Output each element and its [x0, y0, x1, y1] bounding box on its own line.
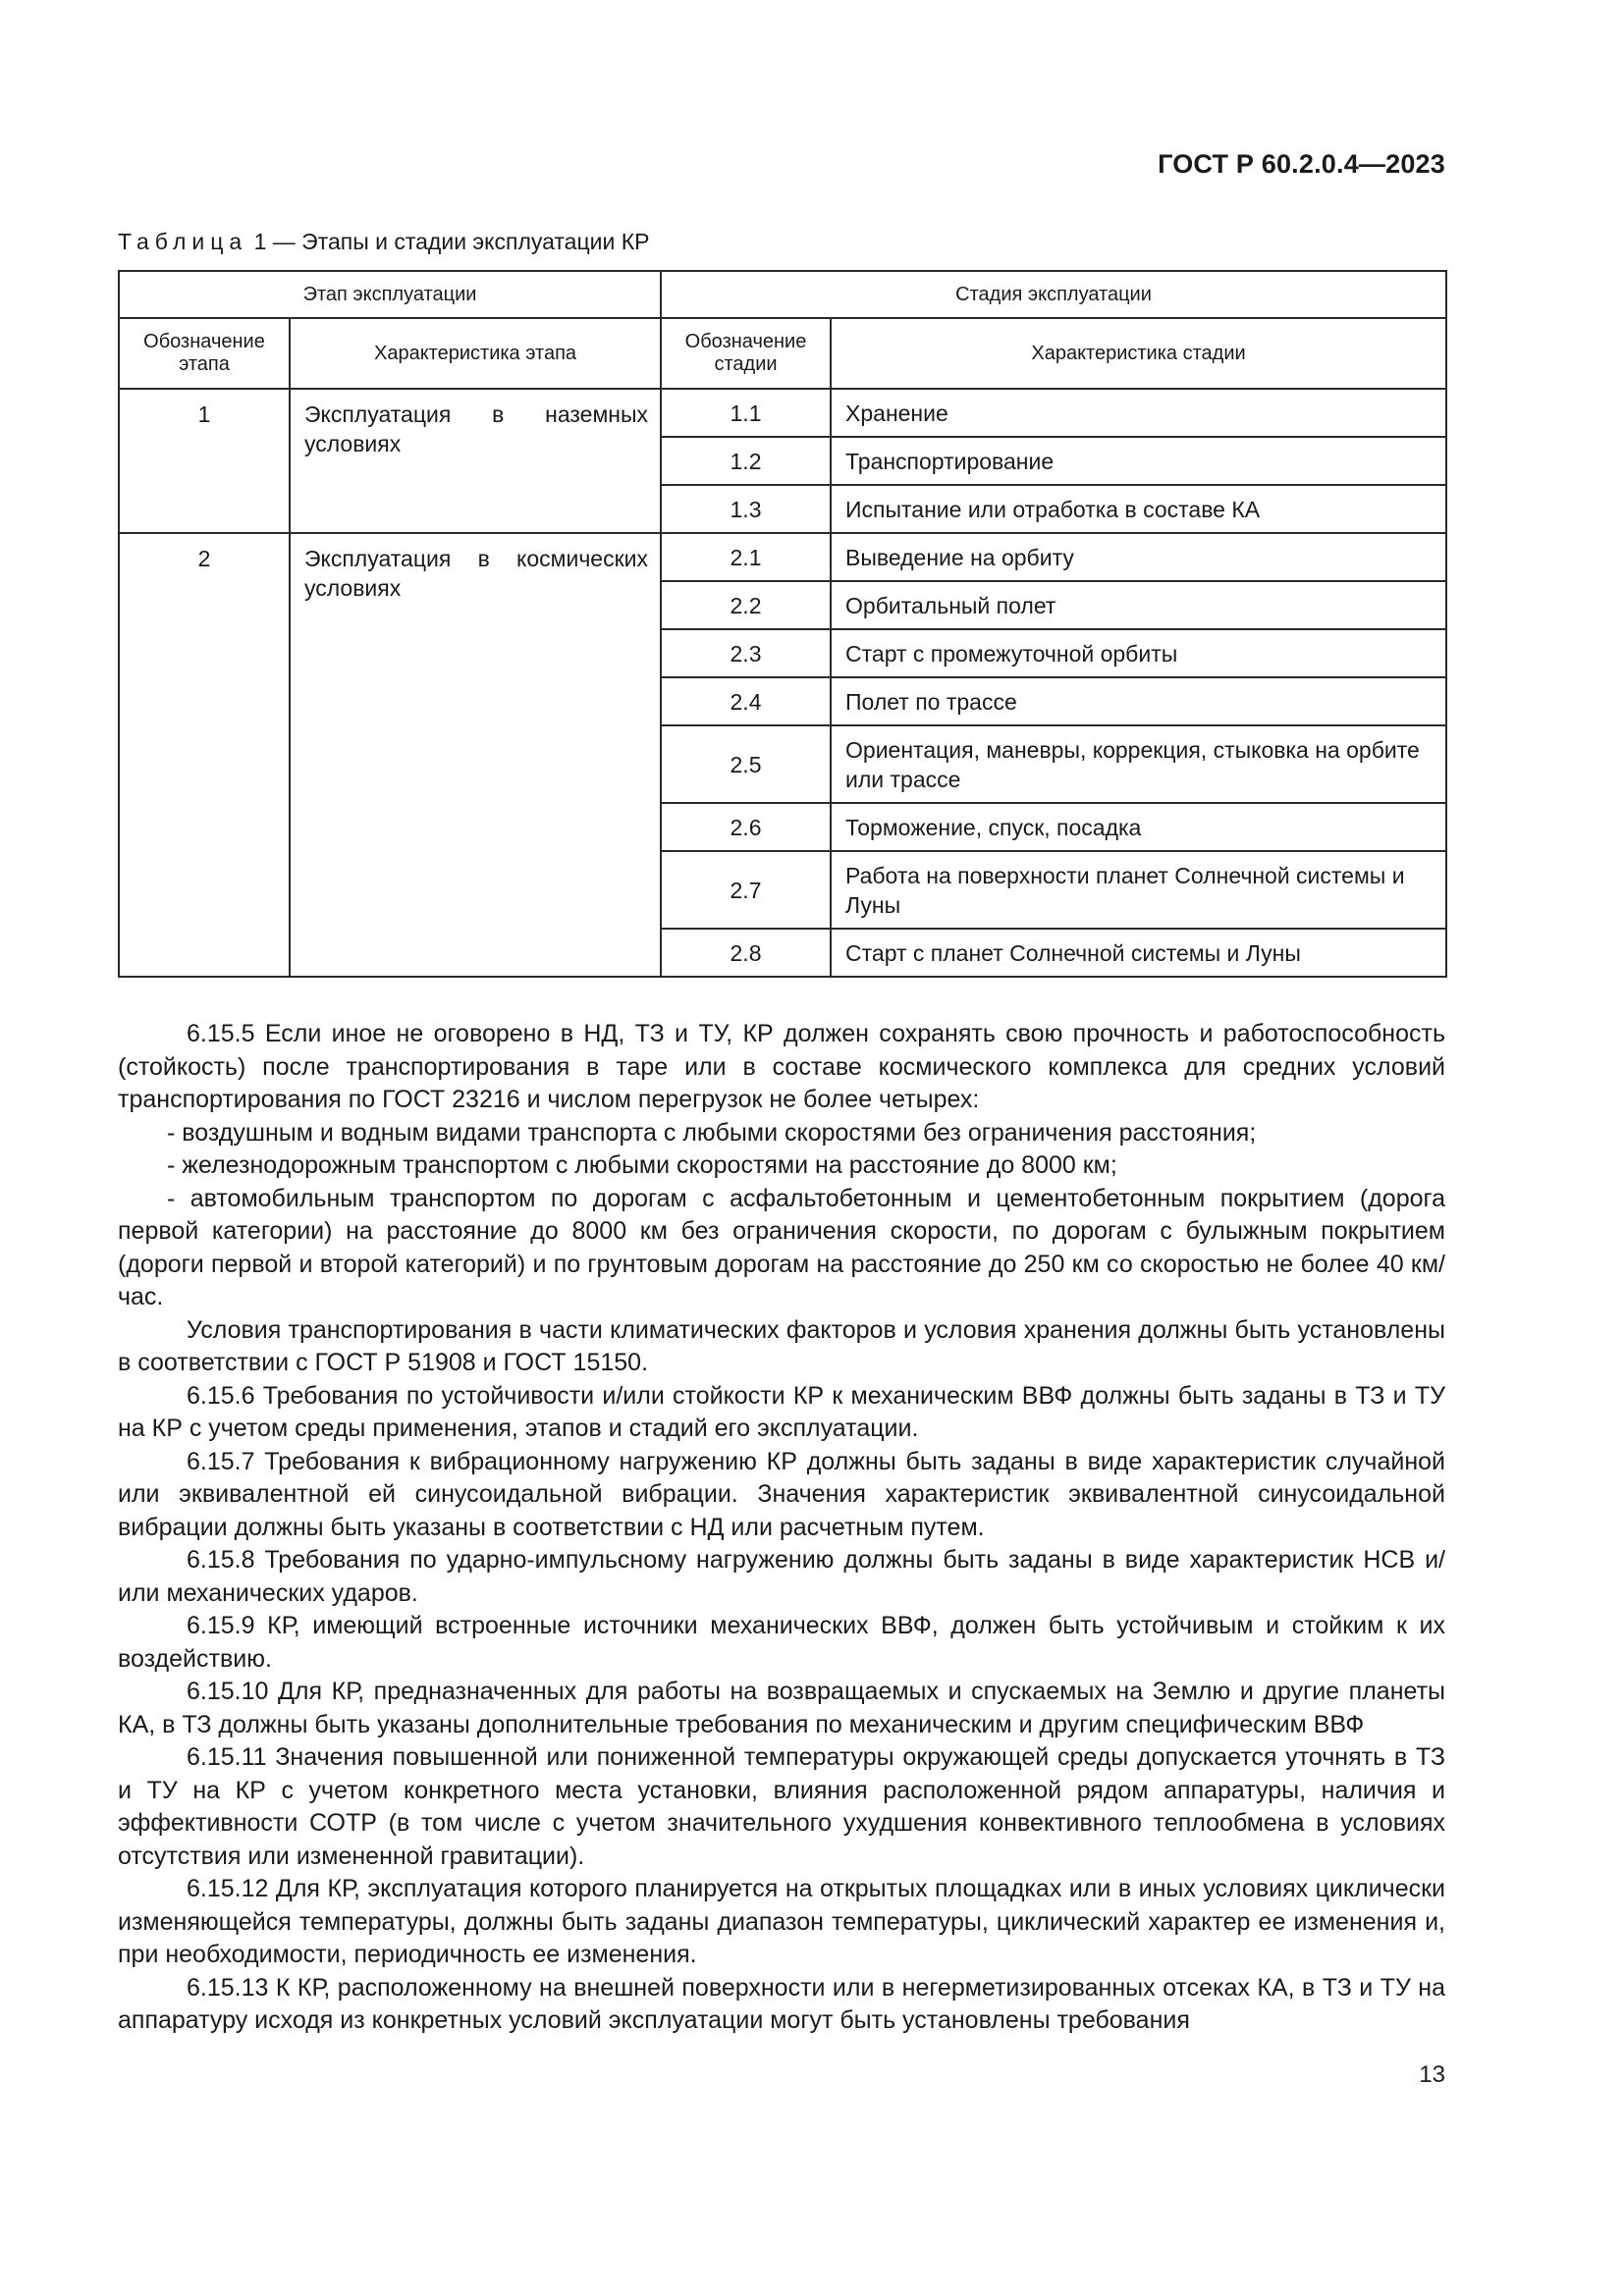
list-item: - железнодорожным транспортом с любыми скоростями на расстояние до 8000 км; [167, 1151, 1117, 1179]
paragraph: 6.15.11 Значения повышенной или пониженной температуры окружающей среды допускается уточнять в ТЗ и ТУ на КР с учетом конкретного места установки, влияния расположенной рядом аппаратуры, наличия и эффективности СОТР (в том числе с учетом значительного ухудшения конвективного теплообмена в условиях отсутствия или измененной гравитации). [118, 1743, 1445, 1870]
table-row [119, 533, 1446, 581]
substage-code: 2.5 [661, 725, 831, 803]
substage-code: 2.1 [661, 533, 831, 581]
paragraph: 6.15.13 К КР, расположенному на внешней поверхности или в негерметизированных отсеках КА, в ТЗ и ТУ на аппаратуру исходя из конкретных условий эксплуатации могут быть установлены требования [118, 1973, 1445, 2034]
substage-characteristic: Работа на поверхности планет Солнечной системы и Луны [831, 851, 1446, 929]
col-header-substage-code: Обозначение стадии [661, 318, 831, 389]
substage-code: 2.2 [661, 581, 831, 629]
table-group-header-row [119, 271, 1446, 318]
body-text [118, 1018, 1445, 2038]
paragraph: Условия транспортирования в части климатических факторов и условия хранения должны быть установлены в соответствии с ГОСТ Р 51908 и ГОСТ 15150. [118, 1315, 1445, 1376]
stage-characteristic: Эксплуатация в космических условиях [290, 533, 661, 977]
substage-characteristic: Хранение [831, 389, 1446, 437]
substage-characteristic: Испытание или отработка в составе КА [831, 485, 1446, 533]
substage-code: 2.4 [661, 677, 831, 725]
substage-code: 2.8 [661, 929, 831, 977]
stages-table [118, 270, 1447, 978]
substage-characteristic: Полет по трассе [831, 677, 1446, 725]
table-caption-text: 1 — Этапы и стадии эксплуатации КР [247, 229, 650, 254]
substage-characteristic: Орбитальный полет [831, 581, 1446, 629]
substage-code: 1.1 [661, 389, 831, 437]
substage-characteristic: Торможение, спуск, посадка [831, 803, 1446, 851]
group-header-stage: Этап эксплуатации [119, 271, 661, 318]
substage-characteristic: Выведение на орбиту [831, 533, 1446, 581]
table-caption [118, 229, 649, 255]
substage-code: 2.6 [661, 803, 831, 851]
paragraph: 6.15.5 Если иное не оговорено в НД, ТЗ и ТУ, КР должен сохранять свою прочность и работоспособность (стойкость) после транспортирования в таре или в составе космического комплекса для средних условий транспортирования по ГОСТ 23216 и числом перегрузок не более четырех: [118, 1020, 1445, 1113]
paragraph: 6.15.10 Для КР, предназначенных для работы на возвращаемых и спускаемых на Землю и другие планеты КА, в ТЗ должны быть указаны дополнительные требования по механическим и другим специфическим ВВФ [118, 1678, 1445, 1738]
list-item: - воздушным и водным видами транспорта с любыми скоростями без ограничения расстояния; [167, 1118, 1257, 1147]
col-header-substage-characteristic: Характеристика стадии [831, 318, 1446, 389]
stage-characteristic: Эксплуатация в наземных условиях [290, 389, 661, 533]
substage-code: 2.3 [661, 629, 831, 677]
substage-code: 1.3 [661, 485, 831, 533]
col-header-stage-characteristic: Характеристика этапа [290, 318, 661, 389]
paragraph: 6.15.8 Требования по ударно-импульсному нагружению должны быть заданы в виде характеристик НСВ и/или механических ударов. [118, 1546, 1445, 1607]
substage-characteristic: Ориентация, маневры, коррекция, стыковка на орбите или трассе [831, 725, 1446, 803]
col-header-stage-code: Обозначение этапа [119, 318, 290, 389]
paragraph: 6.15.12 Для КР, эксплуатация которого планируется на открытых площадках или в иных условиях циклически изменяющейся температуры, должны быть заданы диапазон температуры, циклический характер ее изменения и, при необходимости, периодичность ее изменения. [118, 1875, 1445, 1968]
substage-characteristic: Старт с промежуточной орбиты [831, 629, 1446, 677]
table-row [119, 389, 1446, 437]
group-header-substage: Стадия эксплуатации [661, 271, 1446, 318]
table-caption-prefix: Таблица [118, 229, 248, 254]
substage-code: 1.2 [661, 437, 831, 485]
table-column-header-row [119, 318, 1446, 389]
paragraph: 6.15.9 КР, имеющий встроенные источники механических ВВФ, должен быть устойчивым и стойким к их воздействию. [118, 1612, 1445, 1673]
stage-code: 2 [119, 533, 290, 977]
substage-characteristic: Транспортирование [831, 437, 1446, 485]
paragraph: 6.15.7 Требования к вибрационному нагружению КР должны быть заданы в виде характеристик случайной или эквивалентной ей синусоидальной вибрации. Значения характеристик эквивалентной синусоидальной вибрации должны быть указаны в соответствии с НД или расчетным путем. [118, 1447, 1445, 1541]
paragraph: 6.15.6 Требования по устойчивости и/или стойкости КР к механическим ВВФ должны быть заданы в ТЗ и ТУ на КР с учетом среды применения, этапов и стадий его эксплуатации. [118, 1381, 1445, 1442]
stage-code: 1 [119, 389, 290, 533]
page-number: 13 [1419, 2061, 1445, 2088]
substage-code: 2.7 [661, 851, 831, 929]
document-id: ГОСТ Р 60.2.0.4—2023 [1158, 149, 1445, 179]
list-item: - автомобильным транспортом по дорогам с асфальтобетонным и цементобетонным покрытием (дорога первой категории) на расстояние до 8000 км без ограничения скорости, по дорогам с булыжным покрытием (дороги первой и второй категорий) и по грунтовым дорогам на расстояние до 250 км со скоростью не более 40 км/час. [118, 1184, 1445, 1310]
substage-characteristic: Старт с планет Солнечной системы и Луны [831, 929, 1446, 977]
